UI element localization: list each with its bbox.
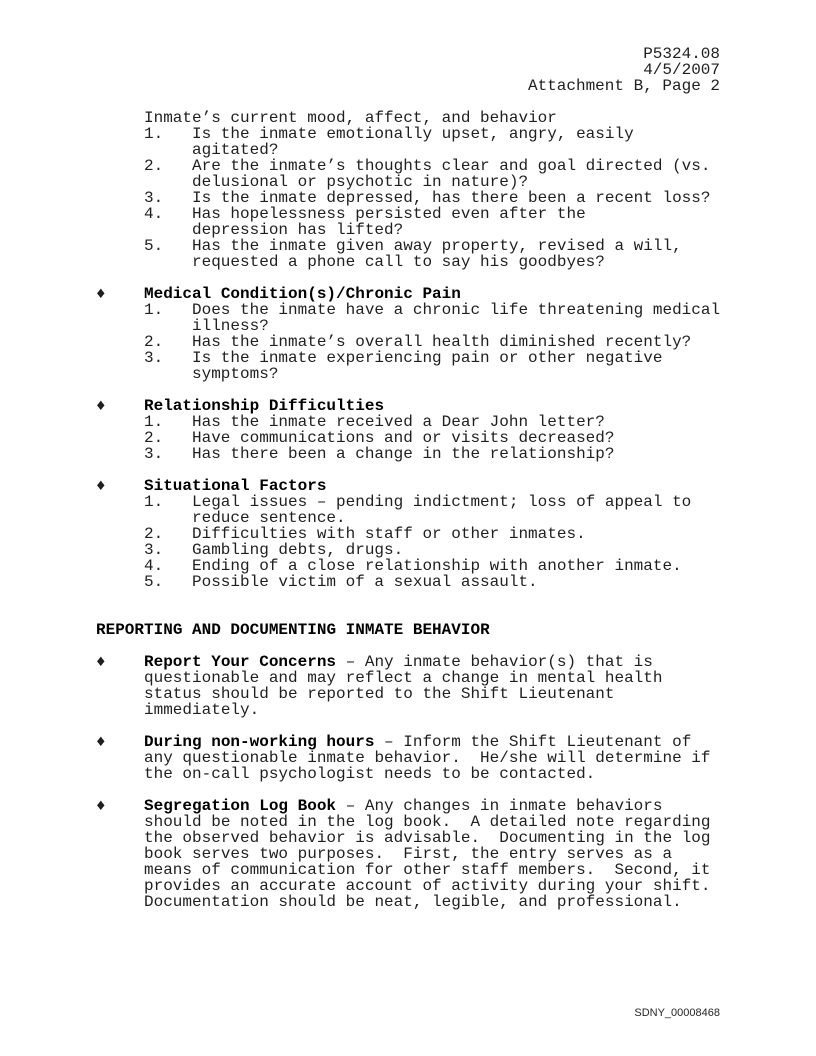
list-item <box>144 126 728 158</box>
list-item <box>144 574 728 590</box>
section-relationship-difficulties <box>96 398 728 462</box>
item-number: 2. <box>144 333 164 351</box>
paragraph-line: means of communication for other staff members. Second, it <box>144 861 711 879</box>
item-line: Have communications and or visits decreased? <box>192 429 615 447</box>
paragraph-line: the observed behavior is advisable. Documenting in the log <box>144 829 711 847</box>
item-line: reduce sentence. <box>192 509 346 527</box>
item-number: 2. <box>144 429 164 447</box>
item-number: 3. <box>144 189 164 207</box>
item-number: 1. <box>144 493 164 511</box>
diamond-bullet-icon: ♦ <box>96 733 106 751</box>
item-line: Difficulties with staff or other inmates. <box>192 525 586 543</box>
paragraph-lead-text: – Any inmate behavior(s) that is <box>336 653 653 671</box>
section-heading: Relationship Difficulties <box>144 397 385 415</box>
diamond-bullet-icon: ♦ <box>96 797 106 815</box>
paragraph-line: provides an accurate account of activity during your shift. <box>144 877 711 895</box>
bates-number: SDNY_00008468 <box>634 1007 720 1019</box>
section-heading: Medical Condition(s)/Chronic Pain <box>144 285 461 303</box>
paragraph-segregation-log-book <box>96 798 728 910</box>
item-line: agitated? <box>192 141 279 159</box>
section-heading: Situational Factors <box>144 477 327 495</box>
list-item <box>144 446 728 462</box>
list-item <box>144 430 728 446</box>
paragraph-lead-text: – Inform the Shift Lieutenant of <box>374 733 692 751</box>
item-line: Has hopelessness persisted even after the <box>192 205 586 223</box>
item-number: 2. <box>144 525 164 543</box>
list-item <box>144 494 728 526</box>
item-line: depression has lifted? <box>192 221 404 239</box>
attachment-page-label: Attachment B, Page 2 <box>527 77 720 95</box>
paragraph-line: status should be reported to the Shift Lieutenant <box>144 685 615 703</box>
paragraph-first-line <box>144 734 728 750</box>
item-line: requested a phone call to say his goodbyes? <box>192 253 605 271</box>
item-line: Legal issues – pending indictment; loss of appeal to <box>192 493 692 511</box>
item-line: Is the inmate depressed, has there been a recent loss? <box>192 189 711 207</box>
item-number: 2. <box>144 157 164 175</box>
diamond-bullet-icon: ♦ <box>96 397 106 415</box>
item-line: delusional or psychotic in nature)? <box>192 173 529 191</box>
page-header <box>528 46 720 94</box>
item-line: Gambling debts, drugs. <box>192 541 404 559</box>
item-number: 1. <box>144 413 164 431</box>
item-line: Has the inmate given away property, revised a will, <box>192 237 682 255</box>
item-line: Has the inmate received a Dear John letter? <box>192 413 605 431</box>
list-item <box>144 414 728 430</box>
item-number: 4. <box>144 205 164 223</box>
list-item <box>144 238 728 270</box>
main-heading: REPORTING AND DOCUMENTING INMATE BEHAVIOR <box>96 621 490 639</box>
paragraph-title: Segregation Log Book <box>144 797 337 815</box>
section-heading: Inmate’s current mood, affect, and behavior <box>144 109 557 127</box>
list-item <box>144 158 728 190</box>
list-item <box>144 526 728 542</box>
document-date: 4/5/2007 <box>643 61 720 79</box>
item-number: 3. <box>144 445 164 463</box>
document-body <box>96 110 728 910</box>
item-line: Is the inmate emotionally upset, angry, easily <box>192 125 634 143</box>
list-item <box>144 542 728 558</box>
diamond-bullet-icon: ♦ <box>96 285 106 303</box>
item-number: 4. <box>144 557 164 575</box>
item-line: symptoms? <box>192 365 279 383</box>
item-line: Has the inmate’s overall health diminished recently? <box>192 333 692 351</box>
item-number: 5. <box>144 237 164 255</box>
paragraph-line: Documentation should be neat, legible, and professional. <box>144 893 682 911</box>
paragraph-lead-text: – Any changes in inmate behaviors <box>336 797 663 815</box>
paragraph-line: book serves two purposes. First, the entry serves as a <box>144 845 673 863</box>
item-line: illness? <box>192 317 269 335</box>
paragraph-title: Report Your Concerns <box>144 653 337 671</box>
list-item <box>144 190 728 206</box>
paragraph-line: immediately. <box>144 701 260 719</box>
item-number: 1. <box>144 301 164 319</box>
paragraph-first-line <box>144 798 728 814</box>
item-line: Does the inmate have a chronic life threatening medical <box>192 301 721 319</box>
item-number: 3. <box>144 541 164 559</box>
paragraph-line: the on-call psychologist needs to be contacted. <box>144 765 596 783</box>
paragraph-report-your-concerns <box>96 654 728 718</box>
item-number: 3. <box>144 349 164 367</box>
list-item <box>144 334 728 350</box>
diamond-bullet-icon: ♦ <box>96 653 106 671</box>
paragraph-during-non-working-hours <box>96 734 728 782</box>
paragraph-title: During non-working hours <box>144 733 375 751</box>
paragraph-first-line <box>144 654 728 670</box>
item-line: Ending of a close relationship with another inmate. <box>192 557 682 575</box>
item-line: Are the inmate’s thoughts clear and goal directed (vs. <box>192 157 711 175</box>
diamond-bullet-icon: ♦ <box>96 477 106 495</box>
item-line: Has there been a change in the relationship? <box>192 445 615 463</box>
document-number: P5324.08 <box>643 45 720 63</box>
paragraph-line: any questionable inmate behavior. He/she will determine if <box>144 749 711 767</box>
section-mood <box>144 110 728 270</box>
list-item <box>144 350 728 382</box>
paragraph-line: should be noted in the log book. A detailed note regarding <box>144 813 711 831</box>
section-situational-factors <box>96 478 728 590</box>
paragraph-line: questionable and may reflect a change in mental health <box>144 669 663 687</box>
item-line: Possible victim of a sexual assault. <box>192 573 538 591</box>
item-number: 5. <box>144 573 164 591</box>
list-item <box>144 558 728 574</box>
item-line: Is the inmate experiencing pain or other negative <box>192 349 663 367</box>
list-item <box>144 302 728 334</box>
list-item <box>144 206 728 238</box>
item-number: 1. <box>144 125 164 143</box>
section-medical-condition <box>96 286 728 382</box>
